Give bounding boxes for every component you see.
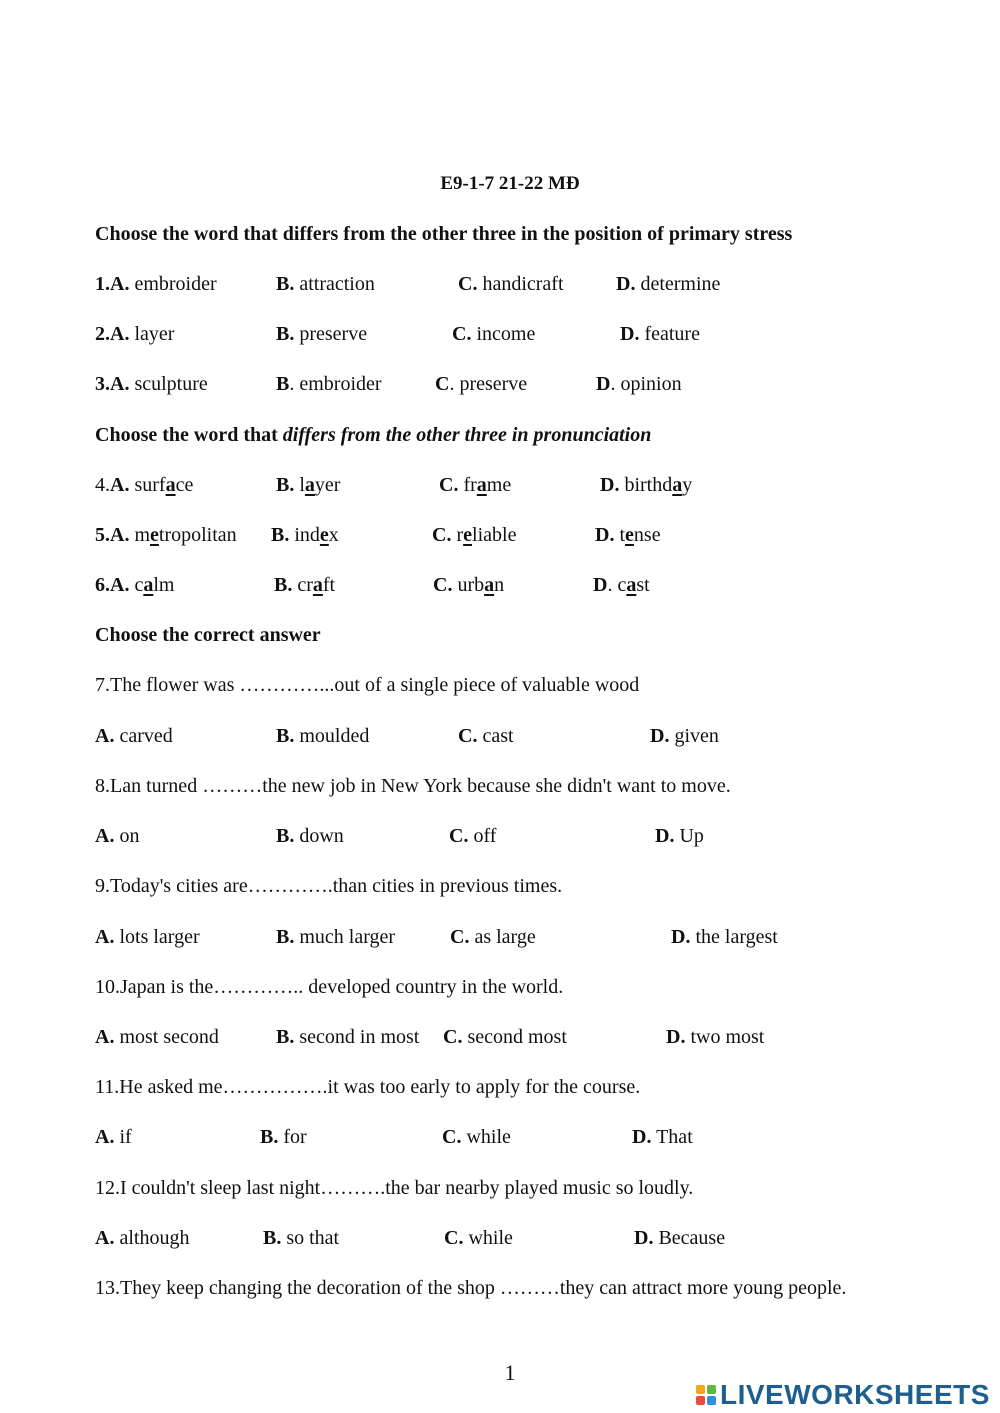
option-a[interactable]: A. lots larger bbox=[95, 926, 200, 948]
section-correct-answer-heading: Choose the correct answer bbox=[95, 624, 321, 646]
option-d[interactable]: D. feature bbox=[620, 323, 700, 345]
option-c[interactable]: C. handicraft bbox=[458, 273, 564, 295]
question-8-options bbox=[0, 825, 1000, 855]
question-7-options bbox=[0, 725, 1000, 755]
option-b[interactable]: B. index bbox=[271, 524, 339, 546]
question-11-options bbox=[0, 1126, 1000, 1156]
option-d[interactable]: D. two most bbox=[666, 1026, 765, 1048]
option-b[interactable]: B. much larger bbox=[276, 926, 396, 948]
option-a[interactable]: 1.A. embroider bbox=[95, 273, 217, 295]
option-a[interactable]: A. carved bbox=[95, 725, 173, 747]
option-c[interactable]: C. off bbox=[449, 825, 497, 847]
question-7-stem: 7.The flower was …………...out of a single piece of valuable wood bbox=[95, 674, 640, 696]
question-10-options bbox=[0, 1026, 1000, 1056]
option-a[interactable]: 3.A. sculpture bbox=[95, 373, 208, 395]
question-12-stem: 12.I couldn't sleep last night……….the bar nearby played music so loudly. bbox=[95, 1177, 694, 1199]
question-9-stem: 9.Today's cities are………….than cities in previous times. bbox=[95, 875, 563, 897]
page-number: 1 bbox=[504, 1360, 516, 1385]
option-a[interactable]: A. although bbox=[95, 1227, 190, 1249]
question-4 bbox=[0, 474, 1000, 504]
brand-name: LIVEWORKSHEETS bbox=[720, 1379, 990, 1410]
option-b[interactable]: B. so that bbox=[263, 1227, 340, 1249]
section-stress-heading: Choose the word that differs from the other three in the position of primary stress bbox=[95, 223, 793, 245]
worksheet-title: E9-1-7 21-22 MĐ bbox=[440, 173, 580, 194]
question-6 bbox=[0, 574, 1000, 604]
option-a[interactable]: A. if bbox=[95, 1126, 132, 1148]
option-a[interactable]: A. on bbox=[95, 825, 140, 847]
option-a[interactable]: 2.A. layer bbox=[95, 323, 175, 345]
question-12-options bbox=[0, 1227, 1000, 1257]
question-10-stem: 10.Japan is the………….. developed country in the world. bbox=[95, 976, 564, 998]
option-d[interactable]: D. determine bbox=[616, 273, 721, 295]
option-c[interactable]: C. income bbox=[452, 323, 536, 345]
option-b[interactable]: B. second in most bbox=[276, 1026, 420, 1048]
question-9-options bbox=[0, 926, 1000, 956]
option-c[interactable]: C. reliable bbox=[432, 524, 517, 546]
question-11-stem: 11.He asked me…………….it was too early to apply for the course. bbox=[95, 1076, 641, 1098]
option-b[interactable]: B. attraction bbox=[276, 273, 375, 295]
option-d[interactable]: D. birthday bbox=[600, 474, 693, 496]
option-a[interactable]: 5.A. metropolitan bbox=[95, 524, 237, 546]
option-d[interactable]: D. Because bbox=[634, 1227, 726, 1249]
option-b[interactable]: B. craft bbox=[274, 574, 336, 596]
brand-mark-icon bbox=[696, 1385, 716, 1405]
question-13-stem: 13.They keep changing the decoration of the shop ………they can attract more young people. bbox=[95, 1277, 847, 1299]
option-c[interactable]: C. preserve bbox=[435, 373, 528, 395]
option-b[interactable]: B. layer bbox=[276, 474, 341, 496]
liveworksheets-logo bbox=[696, 1378, 990, 1412]
option-d[interactable]: D. That bbox=[632, 1126, 693, 1148]
option-b[interactable]: B. for bbox=[260, 1126, 307, 1148]
option-b[interactable]: B. preserve bbox=[276, 323, 368, 345]
question-1 bbox=[0, 273, 1000, 303]
option-d[interactable]: D. given bbox=[650, 725, 719, 747]
option-b[interactable]: B. moulded bbox=[276, 725, 370, 747]
option-b[interactable]: B. embroider bbox=[276, 373, 382, 395]
option-d[interactable]: D. opinion bbox=[596, 373, 682, 395]
option-d[interactable]: D. cast bbox=[593, 574, 650, 596]
option-d[interactable]: D. the largest bbox=[671, 926, 778, 948]
option-c[interactable]: C. while bbox=[442, 1126, 511, 1148]
option-d[interactable]: D. tense bbox=[595, 524, 661, 546]
option-c[interactable]: C. while bbox=[444, 1227, 513, 1249]
option-c[interactable]: C. urban bbox=[433, 574, 505, 596]
option-a[interactable]: 4.A. surface bbox=[95, 474, 194, 496]
option-a[interactable]: A. most second bbox=[95, 1026, 219, 1048]
option-b[interactable]: B. down bbox=[276, 825, 344, 847]
question-8-stem: 8.Lan turned ………the new job in New York because she didn't want to move. bbox=[95, 775, 731, 797]
question-3 bbox=[0, 373, 1000, 403]
option-d[interactable]: D. Up bbox=[655, 825, 704, 847]
question-2 bbox=[0, 323, 1000, 353]
option-c[interactable]: C. cast bbox=[458, 725, 514, 747]
question-5 bbox=[0, 524, 1000, 554]
option-c[interactable]: C. frame bbox=[439, 474, 512, 496]
option-c[interactable]: C. second most bbox=[443, 1026, 567, 1048]
option-a[interactable]: 6.A. calm bbox=[95, 574, 175, 596]
section-pronunciation-heading: Choose the word that differs from the other three in pronunciation bbox=[95, 424, 652, 446]
option-c[interactable]: C. as large bbox=[450, 926, 536, 948]
